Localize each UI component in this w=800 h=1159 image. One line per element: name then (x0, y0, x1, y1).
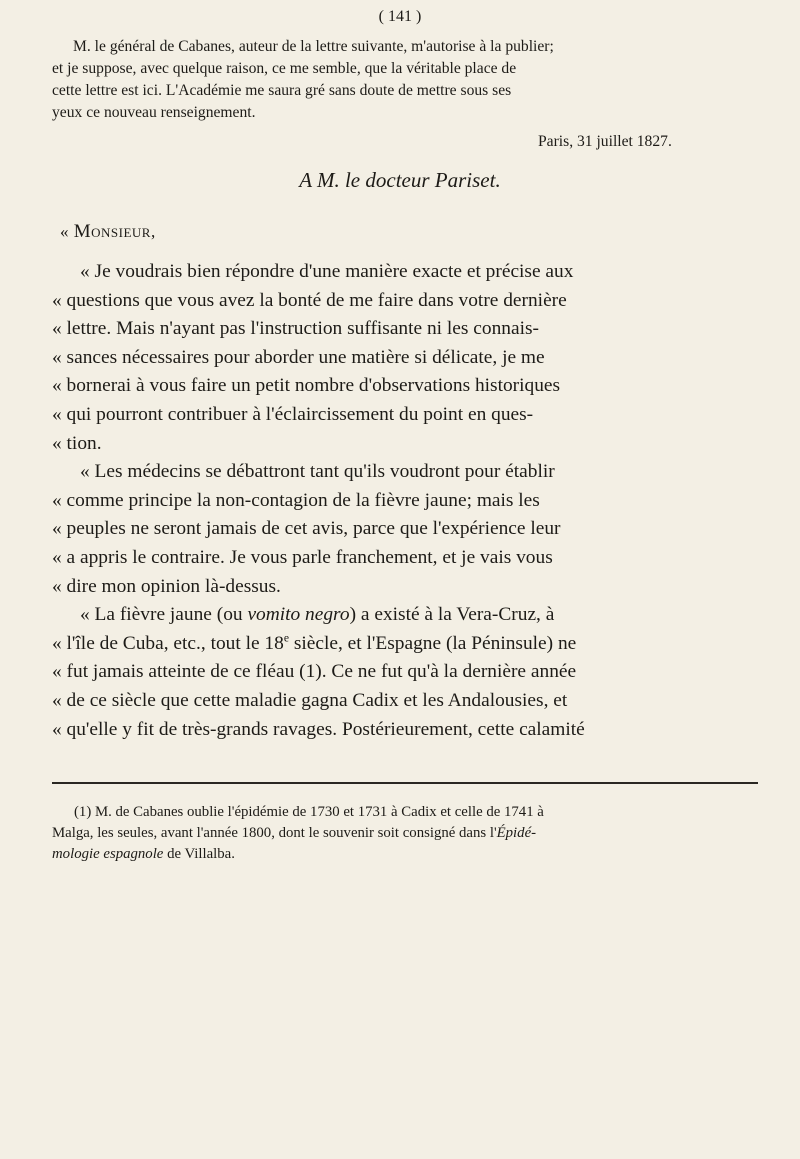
body-line-part: ) a existé à la Vera-Cruz, à (349, 604, 555, 626)
salutation-open: « (60, 222, 74, 241)
body-line: « bornerai à vous faire un petit nombre d'observations historiques (52, 375, 561, 397)
body-line: « de ce siècle que cette maladie gagna Cadix et les Andalousies, et (52, 689, 568, 711)
body-line-part: « La fièvre jaune (ou (80, 604, 248, 626)
salutation (60, 221, 156, 243)
body-line-part: siècle, et l'Espagne (la Péninsule) ne (289, 632, 577, 654)
intro-line: cette lettre est ici. L'Académie me saura gré sans doute de mettre sous ses (52, 82, 512, 99)
footnote-part: Malga, les seules, avant l'année 1800, dont le souvenir soit consigné dans l' (52, 825, 497, 841)
body-line (52, 601, 762, 630)
letter-body (52, 258, 762, 744)
body-line: « tion. (52, 432, 102, 454)
intro-paragraph (52, 36, 758, 124)
body-line: « questions que vous avez la bonté de me faire dans votre dernière (52, 289, 567, 311)
body-line: « fut jamais atteinte de ce fléau (1). Ce ne fut qu'à la dernière année (52, 661, 577, 683)
footnote-divider (52, 782, 758, 784)
footnote-italic: mologie espagnole (52, 846, 164, 862)
body-line: « sances nécessaires pour aborder une matière si délicate, je me (52, 346, 545, 368)
dateline-text: Paris, 31 juillet 1827. (538, 133, 672, 150)
intro-line: M. le général de Cabanes, auteur de la lettre suivante, m'autorise à la publier; (73, 38, 554, 55)
body-line: « peuples ne seront jamais de cet avis, parce que l'expérience leur (52, 518, 561, 540)
letter-address: A M. le docteur Pariset. (299, 168, 501, 192)
body-line: « lettre. Mais n'ayant pas l'instruction suffisante ni les connais- (52, 318, 539, 340)
footnote-line: (1) M. de Cabanes oublie l'épidémie de 1730 et 1731 à Cadix et celle de 1741 à (74, 804, 544, 820)
intro-line: et je suppose, avec quelque raison, ce me semble, que la véritable place de (52, 60, 517, 77)
body-line: « Les médecins se débattront tant qu'ils voudront pour établir (80, 461, 555, 483)
body-line: « Je voudrais bien répondre d'une manière exacte et précise aux (80, 261, 574, 282)
superscript: e (283, 631, 289, 645)
body-line: « qui pourront contribuer à l'éclaircissement du point en ques- (52, 403, 534, 425)
body-line-italic: vomito negro (247, 604, 350, 626)
body-line (52, 630, 762, 659)
footnote (52, 802, 762, 865)
body-line: « qu'elle y fit de très-grands ravages. Postérieurement, cette calamité (52, 718, 585, 740)
page-number: ( 141 ) (378, 8, 422, 25)
salutation-word: Monsieur (73, 221, 151, 242)
intro-line: yeux ce nouveau renseignement. (52, 104, 256, 121)
footnote-line (52, 823, 762, 844)
footnote-italic: Épidé- (496, 825, 537, 841)
body-line: « dire mon opinion là-dessus. (52, 575, 281, 597)
footnote-part: de Villalba. (163, 846, 235, 862)
body-line: « a appris le contraire. Je vous parle franchement, et je vais vous (52, 546, 553, 568)
body-line-part: « l'île de Cuba, etc., tout le 18 (52, 632, 284, 654)
body-line: « comme principe la non-contagion de la fièvre jaune; mais les (52, 489, 540, 511)
footnote-line (52, 844, 762, 865)
salutation-close: , (150, 222, 156, 241)
